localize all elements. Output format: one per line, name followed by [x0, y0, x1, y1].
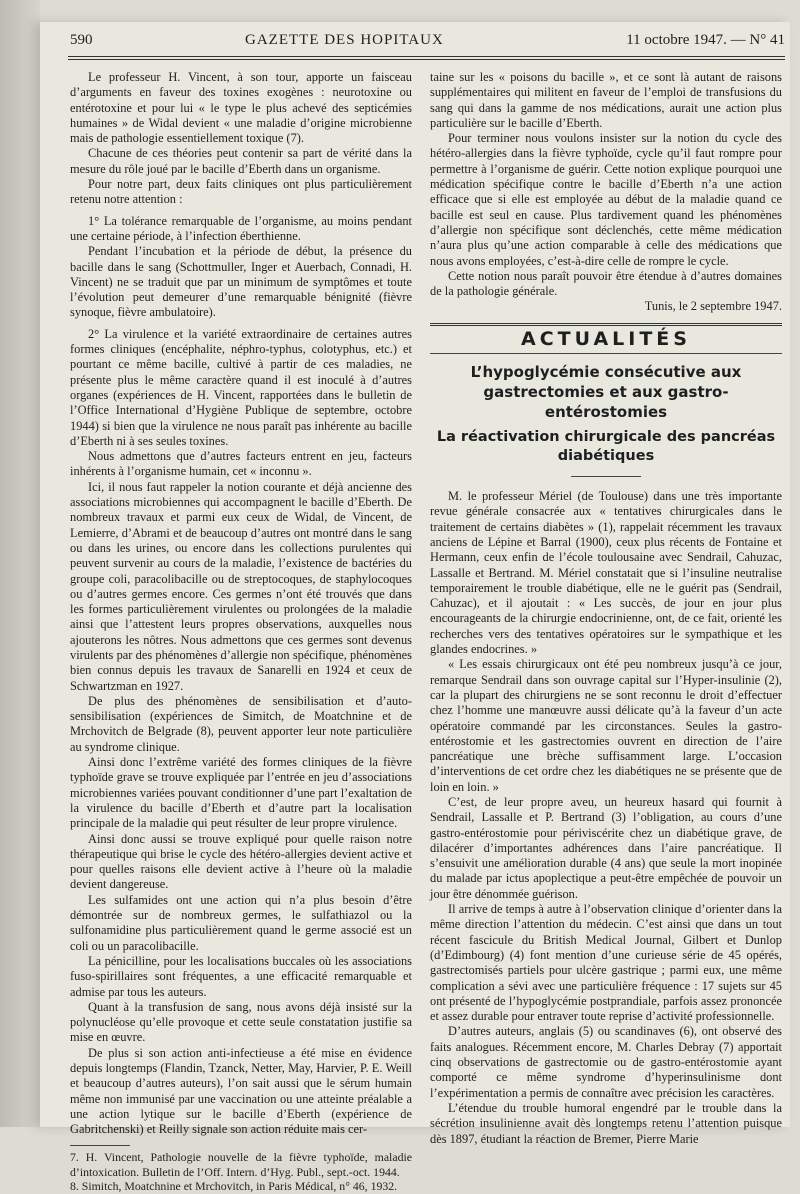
paragraph: Le professeur H. Vincent, à son tour, apporte un faisceau d’arguments en faveur des toxines exogènes : neurotoxine ou entérotoxine et pour lui « le type le plus achevé des septicémies humaines » de Widal devient « une maladie d’origine microbienne mais de pathologie essentiellement toxique (7). — [70, 70, 412, 146]
paragraph: C’est, de leur propre aveu, un heureux hasard qui fournit à Sendrail, Lassalle et P. Bertrand (3) l’obligation, au cours d’une gastro-entérostomie pour périviscérite chez un diabétique grave, de dilacérer d’importantes adhérences dans l’aire pancréatique. Il s’ensuivit une amélioration durable (4 ans) que seule la mort inopinée du malade par ictus apoplectique a peut-être empêchée de pouvoir un jour être dénommée guérison. — [430, 794, 782, 901]
page-number: 590 — [70, 32, 93, 48]
paragraph: Il arrive de temps à autre à l’observation clinique d’orienter dans la même direction l’attention du médecin. C’est ainsi que dans un tout récent fascicule du British Medical Journal, Gilbert et Dunlop (d’Edimbourg) (4) font mention d’une curieuse série de 45 opérés, gastrectomisés partiels pour ulcère gastrique ; parmi eux, une même complication a sévi avec une particulière fréquence : 17 sujets sur 45 ont présenté de l’hypoglycémie postprandiale, parfois assez prononcée et assez durable pour entraver toute reprise d’activité professionnelle. — [430, 902, 782, 1024]
section-rule-bottom — [430, 353, 782, 354]
paragraph: M. le professeur Mériel (de Toulouse) dans une très importante revue générale consacrée aux « tentatives chirurgicales dans le traitement de certains diabètes » (1), rappelait récemment les travaux anciens de Lépine et Barral (1900), ceux plus récents de Fontaine et Hermann, ceux enfin de l’école toulousaine avec Sendrail, Cahuzac, Lassalle et Bertrand. M. Mériel constatait que si l’insuline neutralise temporairement le trouble diabétique, elle ne le guérit pas (Sendrail, Cahuzac), et il ajoutait : « Les succès, de jour en jour plus encourageants de la chirurgie endocrinienne, ont, de ce fait, orienté les recherches vers des tentatives opératoires sur le sympathique et les glandes endocrines. » — [430, 489, 782, 657]
article-subtitle: La réactivation chirurgicale des pancréas diabétiques — [436, 429, 776, 465]
article-divider — [571, 476, 641, 477]
page-header — [70, 32, 785, 54]
paragraph: De plus des phénomènes de sensibilisation et d’auto-sensibilisation (expériences de Simitch, de Moatchnine et de Mrchovitch de Belgrade (8), peuvent apporter leur note particulière au syndrome clinique. — [70, 693, 412, 754]
paragraph: La pénicilline, pour les localisations buccales où les associations fuso-spirillaires sont fréquentes, a une efficacité remarquable et admise par tous les auteurs. — [70, 953, 412, 999]
signature-line: Tunis, le 2 septembre 1947. — [644, 299, 782, 314]
paragraph: De plus si son action anti-infectieuse a été mise en évidence depuis longtemps (Flandin, Tzanck, Netter, May, Harvier, P. E. Weill et beaucoup d’autres auteurs), l’on sait aussi que le sérum humain même non immunisé par une vaccination ou une atteinte préalable a une action lytique sur le bacille d’Eberth (expérience de Gabritchenski) et Reilly signale son action réduite mais cer- — [70, 1045, 412, 1137]
paragraph: Ici, il nous faut rappeler la notion courante et déjà ancienne des associations microbiennes qui accompagnent le bacille d’Eberth. De nombreux travaux et parmi eux ceux de Widal, de Vincent, de Lemierre, d’Abrami et de beaucoup d’autres ont montré dans le sang ou dans les urines, ou encore dans les collections purulentes qui peuvent survenir au cours de la maladie, l’existence de bactéries du groupe coli, paracolibacille ou de streptocoques, de staphylocoques ou d’autres germes encore. Ces germes n’ont été trouvés que dans les formes particulièrement virulentes ou prolongées de la maladie ainsi que l’attestent leurs propres observations, auxquelles nous ajouterons les nôtres. Nous admettons que ces germes sont devenus virulents par des phénomènes d’allergie non spécifique, phénomènes bien connus depuis les travaux de Sanarelli en 1924 et ceux de Schwartzman en 1927. — [70, 479, 412, 693]
journal-title: GAZETTE DES HOPITAUX — [245, 32, 444, 48]
footnote: 7. H. Vincent, Pathologie nouvelle de la fièvre typhoïde, maladie d’intoxication. Bulletin de l’Off. Intern. d’Hyg. Publ., sept.-oct. 1944. — [70, 1150, 412, 1179]
footnote-rule — [70, 1145, 130, 1146]
header-rule-thin — [68, 59, 785, 60]
paragraph: D’autres auteurs, anglais (5) ou scandinaves (6), ont observé des faits analogues. Récemment encore, M. Charles Debray (7) apportait cinq observations de gastrectomie ou de gastro-entérostomie ayant comporté ce même syndrome d’hyperinsulinisme dont l’expérimentation a permis de connaître avec précision les caractères. — [430, 1024, 782, 1100]
paragraph: 1° La tolérance remarquable de l’organisme, au moins pendant une certaine période, à l’infection éberthienne. — [70, 213, 412, 243]
article-title: L’hypoglycémie consécutive aux gastrectomies et aux gastro-entérostomies — [470, 363, 742, 422]
paragraph: Ainsi donc aussi se trouve expliqué pour quelle raison notre thérapeutique qui brise le cycle des hétéro-allergies devient active et pour quelles raisons elle devient active à l’heure où la maladie devient dangereuse. — [70, 831, 412, 892]
paragraph: Ainsi donc l’extrême variété des formes cliniques de la fièvre typhoïde grave se trouve expliquée par l’entrée en jeu d’associations microbiennes variées pouvant conditionner d’une part l’exaltation de la virulence du bacille d’Eberth et d’autre part la localisation principale de la maladie qui peut résulter de leur propre virulence. — [70, 755, 412, 831]
paragraph: taine sur les « poisons du bacille », et ce sont là autant de raisons supplémentaires qui militent en faveur de l’emploi de transfusions du sang qui dans la gamme de nos médications, aurait une action plus particulière sur le bacille d’Eberth. — [430, 70, 782, 130]
paragraph: Nous admettons que d’autres facteurs entrent en jeu, facteurs inhérents à l’organisme humain, cet « inconnu ». — [70, 449, 412, 479]
section-title: ACTUALITÉS — [521, 327, 691, 350]
left-column — [70, 70, 412, 1194]
paragraph: Pour terminer nous voulons insister sur la notion du cycle des hétéro-allergies dans la fièvre typhoïde, cycle qu’il faut rompre pour permettre à l’organisme de guérir. Cette notion explique pourquoi une médication spécifique contre le bacille d’Eberth n’a une action efficace que si elle est employée au début de la maladie quand ce bacille est seul en cause. Plus tardivement quand les phénomènes d’allergie non spécifique sont déclenchés, cette même médication n’aura plus qu’une action comparable à celle des médications que nous avons employées, c’est-à-dire celle de rompre le cycle. — [430, 131, 782, 268]
paragraph: Pour notre part, deux faits cliniques ont plus particulièrement retenu notre attention : — [70, 177, 412, 207]
paragraph: Cette notion nous paraît pouvoir être étendue à d’autres domaines de la pathologie générale. — [430, 268, 782, 299]
issue-date: 11 octobre 1947. — N° 41 — [626, 32, 785, 48]
paragraph: 2° La virulence et la variété extraordinaire de certaines autres formes cliniques (encéphalite, néphro-typhus, colotyphus, etc.) et pourtant ce même bacille, cultivé à partir de ces maladies, ne présente plus le même caractère quand il est inoculé à d’autres organes (expériences de H. Vincent, rapportées dans le bulletin de l’Office International d’Hygiène Publique de septembre, octobre 1944) si bien que la virulence ne nous paraît pas inhérente au bacille d’Eberth ni à ses seules toxines. — [70, 326, 412, 448]
paragraph: Quant à la transfusion de sang, nous avons déjà insisté sur la polynucléose qu’elle provoque et cette seule constatation justifie sa mise en œuvre. — [70, 999, 412, 1045]
right-column — [430, 70, 782, 1147]
footnote: 8. Simitch, Moatchnine et Mrchovitch, in Paris Médical, n° 46, 1932. — [70, 1179, 398, 1194]
paragraph: Les sulfamides ont une action qui n’a plus besoin d’être démontrée sur de nombreux germes, le sulfathiazol ou la sulfonamidine plus particulièrement quand le germe associé est un coli ou un paracolibacille. — [70, 892, 412, 953]
paragraph: L’étendue du trouble humoral engendré par le trouble dans la sécrétion insulinienne avait dès longtemps retenu l’attention puisque dès 1897, étudiant la réaction de Bremer, Pierre Marie — [430, 1100, 782, 1146]
paragraph: « Les essais chirurgicaux ont été peu nombreux jusqu’à ce jour, remarque Sendrail dans son ouvrage capital sur l’Hyper-insulinie (2), car la plupart des chirurgiens ne se sont reconnu le droit d’effectuer chez l’homme une manœuvre aussi délicate qu’à la faveur d’un acte opératoire commandé par les circonstances. Seules la gastro-entérostomie et les gastrectomies ouvrent en direction de l’aire pancréatique une brèche suffisamment large. L’occasion d’interventions de cet ordre chez les diabétiques ne se présente que de loin en loin. » — [430, 657, 782, 794]
header-rule — [68, 56, 785, 57]
page-left-edge — [0, 0, 40, 1127]
paragraph: Chacune de ces théories peut contenir sa part de vérité dans la mesure du rôle joué par le bacille d’Eberth dans un organisme. — [70, 146, 412, 176]
paragraph: Pendant l’incubation et la période de début, la présence du bacille dans le sang (Schottmuller, Inger et Auerbach, Connadi, H. Vincent) ne se traduit que par un minimum de symptômes et toute l’évolution peut demeurer d’une remarquable bénignité (fièvre synoque, fièvre ambulatoire). — [70, 244, 412, 320]
section-rule — [430, 323, 782, 326]
